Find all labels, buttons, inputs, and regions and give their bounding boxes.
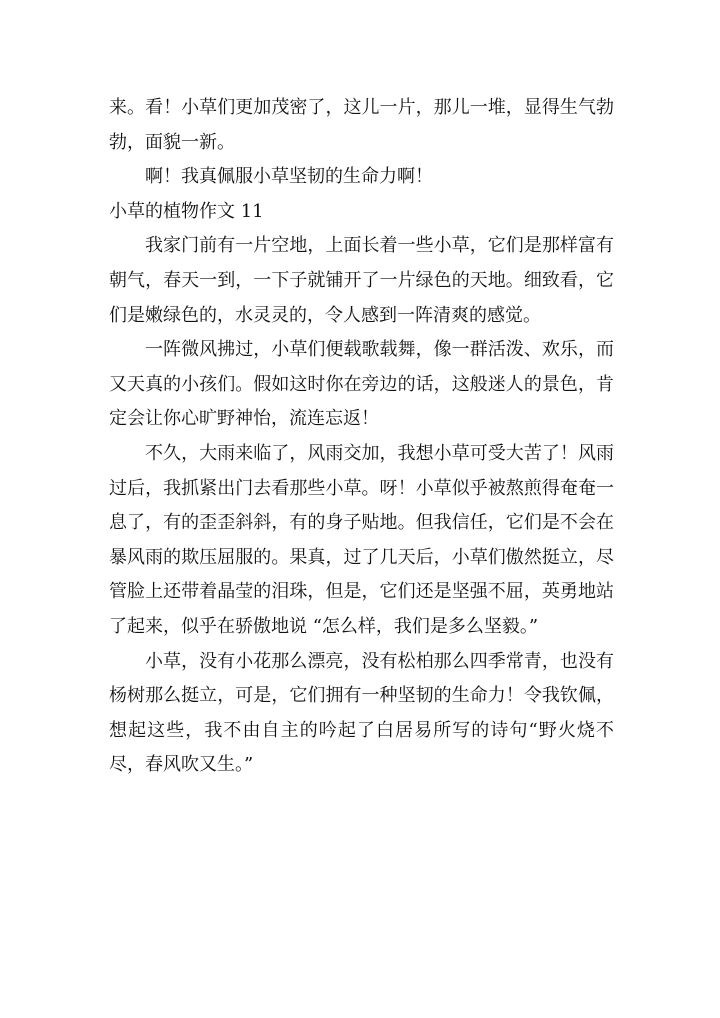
paragraph-intro: 我家门前有一片空地，上面长着一些小草，它们是那样富有朝气，春天一到，一下子就铺开了一片绿色的天地。细致看，它们是嫩绿色的，水灵灵的，令人感到一阵清爽的感觉。 bbox=[109, 235, 614, 326]
paragraph-continuation: 来。看！小草们更加茂密了，这儿一片，那儿一堆，显得生气勃勃，面貌一新。 bbox=[109, 97, 614, 153]
paragraph-conclusion: 小草，没有小花那么漂亮，没有松柏那么四季常青，也没有杨树那么挺立，可是，它们拥有一种坚韧的生命力！令我钦佩，想起这些，我不由自主的吟起了白居易所写的诗句“野火烧不尽，春风吹又生。” bbox=[109, 650, 614, 776]
paragraph-storm: 不久，大雨来临了，风雨交加，我想小草可受大苦了！风雨过后，我抓紧出门去看那些小草。呀！小草似乎被熬煎得奄奄一息了，有的歪歪斜斜，有的身子贴地。但我信任，它们是不会在暴风雨的欺压屈服的。果真，过了几天后，小草们傲然挺立，尽管脸上还带着晶莹的泪珠，但是，它们还是坚强不屈，英勇地站了起来，似乎在骄傲地说 “怎么样，我们是多么坚毅。” bbox=[109, 442, 614, 637]
document-page bbox=[109, 91, 614, 783]
paragraph-admiration: 啊！我真佩服小草坚韧的生命力啊！ bbox=[145, 166, 433, 188]
section-heading: 小草的植物作文 11 bbox=[109, 200, 264, 222]
paragraph-breeze: 一阵微风拂过，小草们便载歌载舞，像一群活泼、欢乐，而又天真的小孩们。假如这时你在旁边的话，这般迷人的景色，肯定会让你心旷野神怡，流连忘返！ bbox=[109, 339, 614, 430]
